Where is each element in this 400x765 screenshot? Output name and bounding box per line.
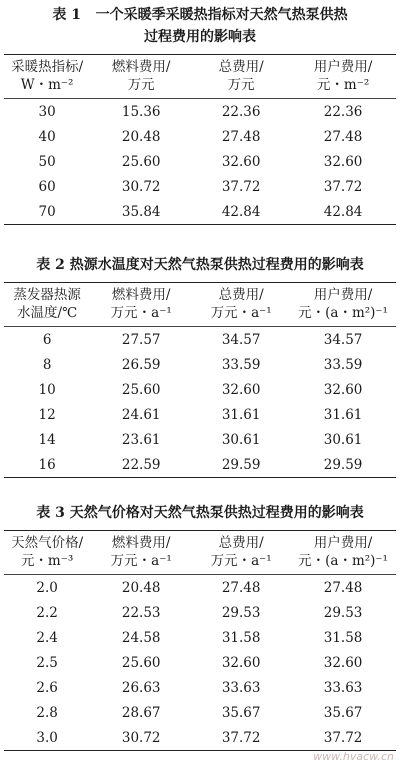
- table1-cell: 37.72: [221, 178, 261, 195]
- table2-header-cell: 总费用/ 万元・a⁻¹: [192, 283, 290, 327]
- table1-cell: 25.60: [121, 153, 161, 170]
- table3-cell: 2.8: [36, 704, 58, 721]
- table1-cell: 22.36: [323, 103, 363, 120]
- table3-cell: 2.4: [36, 629, 58, 646]
- table2-cell: 14: [38, 431, 56, 448]
- table1-cell: 37.72: [323, 178, 363, 195]
- table2-cell: 29.59: [192, 452, 290, 478]
- table1-cell: 15.36: [121, 103, 161, 120]
- table2-body: [4, 327, 396, 478]
- table1-row: [4, 174, 396, 199]
- table2-row: [4, 352, 396, 377]
- table2-row: [4, 327, 396, 353]
- table2-header-row: [4, 283, 396, 327]
- table2-header-cell: 燃料费用/ 万元・a⁻¹: [90, 283, 192, 327]
- table1-row: [4, 199, 396, 225]
- table1-caption-line1: 一个采暖季采暖热指标对天然气热泵供热: [95, 7, 348, 23]
- table3-row: [4, 650, 396, 675]
- table3-row: [4, 700, 396, 725]
- table3-cell: 29.53: [221, 604, 261, 621]
- table1-header-cell: 总费用/ 万元: [192, 55, 290, 99]
- table1-cell: 20.48: [121, 128, 161, 145]
- table1-cell: 32.60: [221, 153, 261, 170]
- table3-cell: 32.60: [221, 654, 261, 671]
- table2-cell: 12: [38, 406, 56, 423]
- table2-cell: 32.60: [221, 381, 261, 398]
- table2-block: [0, 254, 400, 478]
- table1-row: [4, 149, 396, 174]
- table3-cell: 2.6: [36, 679, 58, 696]
- table3-cell: 32.60: [323, 654, 363, 671]
- table1-cell: 40: [38, 128, 56, 145]
- table3-cell: 37.72: [192, 725, 290, 751]
- table2-cell: 34.57: [323, 331, 363, 348]
- table2-cell: 16: [4, 452, 90, 478]
- table3-cell: 2.5: [36, 654, 58, 671]
- table1-row: [4, 99, 396, 125]
- table3-cell: 35.67: [221, 704, 261, 721]
- table1-block: [0, 4, 400, 225]
- table3-row: [4, 725, 396, 751]
- table2-header-cell: 蒸发器热源 水温度/℃: [4, 283, 90, 327]
- table3-cell: 33.63: [323, 679, 363, 696]
- table3-cell: 22.53: [121, 604, 161, 621]
- table3-header-cell: 用户费用/ 元・(a・m²)⁻¹: [290, 531, 396, 575]
- table3-cell: 2.0: [36, 579, 58, 596]
- table2-row: [4, 377, 396, 402]
- table1-caption: [0, 4, 400, 48]
- table2-cell: 31.61: [323, 406, 363, 423]
- table1-cell: 50: [38, 153, 56, 170]
- table1-caption-line2: 过程费用的影响表: [144, 29, 256, 45]
- table2-cell: 33.59: [323, 356, 363, 373]
- table3-cell: 29.53: [323, 604, 363, 621]
- table1-cell: 35.84: [90, 199, 192, 225]
- table3-header-cell: 总费用/ 万元・a⁻¹: [192, 531, 290, 575]
- table2-header-cell: 用户费用/ 元・(a・m²)⁻¹: [290, 283, 396, 327]
- table2-cell: 30.61: [323, 431, 363, 448]
- table3-header-cell: 天然气价格/ 元・m⁻³: [4, 531, 90, 575]
- table3-cell: 27.48: [221, 579, 261, 596]
- table2-row: [4, 402, 396, 427]
- table1-cell: 60: [38, 178, 56, 195]
- table3-cell: 26.63: [121, 679, 161, 696]
- table1-header-cell: 燃料费用/ 万元: [90, 55, 192, 99]
- table2-cell: 33.59: [221, 356, 261, 373]
- table2-cell: 31.61: [221, 406, 261, 423]
- table1-cell: 27.48: [221, 128, 261, 145]
- watermark-text: www.hvacw.cn: [313, 750, 394, 763]
- table1-cell: 27.48: [323, 128, 363, 145]
- table2-cell: 10: [38, 381, 56, 398]
- table2-cell: 22.59: [90, 452, 192, 478]
- table3-cell: 27.48: [323, 579, 363, 596]
- table2-row: [4, 427, 396, 452]
- table3-cell: 30.72: [90, 725, 192, 751]
- table3-cell: 35.67: [323, 704, 363, 721]
- table1-header-row: [4, 55, 396, 99]
- table2-caption: 表 2 热源水温度对天然气热泵供热过程费用的影响表: [36, 257, 364, 273]
- table2-cell: 26.59: [121, 356, 161, 373]
- table3-row: [4, 600, 396, 625]
- table2-cell: 23.61: [121, 431, 161, 448]
- table1-cell: 30: [38, 103, 56, 120]
- table1-cell: 32.60: [323, 153, 363, 170]
- table3-cell: 2.2: [36, 604, 58, 621]
- table1-header-cell: 用户费用/ 元・m⁻²: [290, 55, 396, 99]
- table3-cell: 37.72: [290, 725, 396, 751]
- table1-body: [4, 99, 396, 225]
- table2-cell: 6: [42, 331, 52, 348]
- table3-cell: 3.0: [4, 725, 90, 751]
- table3-cell: 31.58: [221, 629, 261, 646]
- table2-cell: 24.61: [121, 406, 161, 423]
- table1: [4, 54, 396, 225]
- table1-cell: 42.84: [290, 199, 396, 225]
- table2-cell: 8: [42, 356, 52, 373]
- table3: [4, 530, 396, 751]
- table2-cell: 30.61: [221, 431, 261, 448]
- table2-cell: 32.60: [323, 381, 363, 398]
- table3-cell: 31.58: [323, 629, 363, 646]
- table2-cell: 27.57: [121, 331, 161, 348]
- table2: [4, 282, 396, 478]
- table3-row: [4, 625, 396, 650]
- table3-cell: 24.58: [121, 629, 161, 646]
- table2-cell: 25.60: [121, 381, 161, 398]
- table3-cell: 33.63: [221, 679, 261, 696]
- table3-caption: 表 3 天然气价格对天然气热泵供热过程费用的影响表: [36, 505, 364, 521]
- table1-row: [4, 124, 396, 149]
- table1-header-cell: 采暖热指标/ W・m⁻²: [4, 55, 90, 99]
- table3-header-row: [4, 531, 396, 575]
- table1-cell: 70: [4, 199, 90, 225]
- table2-cell: 34.57: [221, 331, 261, 348]
- table3-cell: 20.48: [121, 579, 161, 596]
- table3-cell: 28.67: [121, 704, 161, 721]
- table3-block: [0, 502, 400, 751]
- table3-row: [4, 675, 396, 700]
- table3-cell: 25.60: [121, 654, 161, 671]
- table3-header-cell: 燃料费用/ 万元・a⁻¹: [90, 531, 192, 575]
- table2-row: [4, 452, 396, 478]
- table1-cell: 30.72: [121, 178, 161, 195]
- table2-cell: 29.59: [290, 452, 396, 478]
- table3-body: [4, 575, 396, 751]
- table3-row: [4, 575, 396, 601]
- table1-caption-num: 表 1: [52, 7, 81, 23]
- table1-cell: 42.84: [192, 199, 290, 225]
- table1-cell: 22.36: [221, 103, 261, 120]
